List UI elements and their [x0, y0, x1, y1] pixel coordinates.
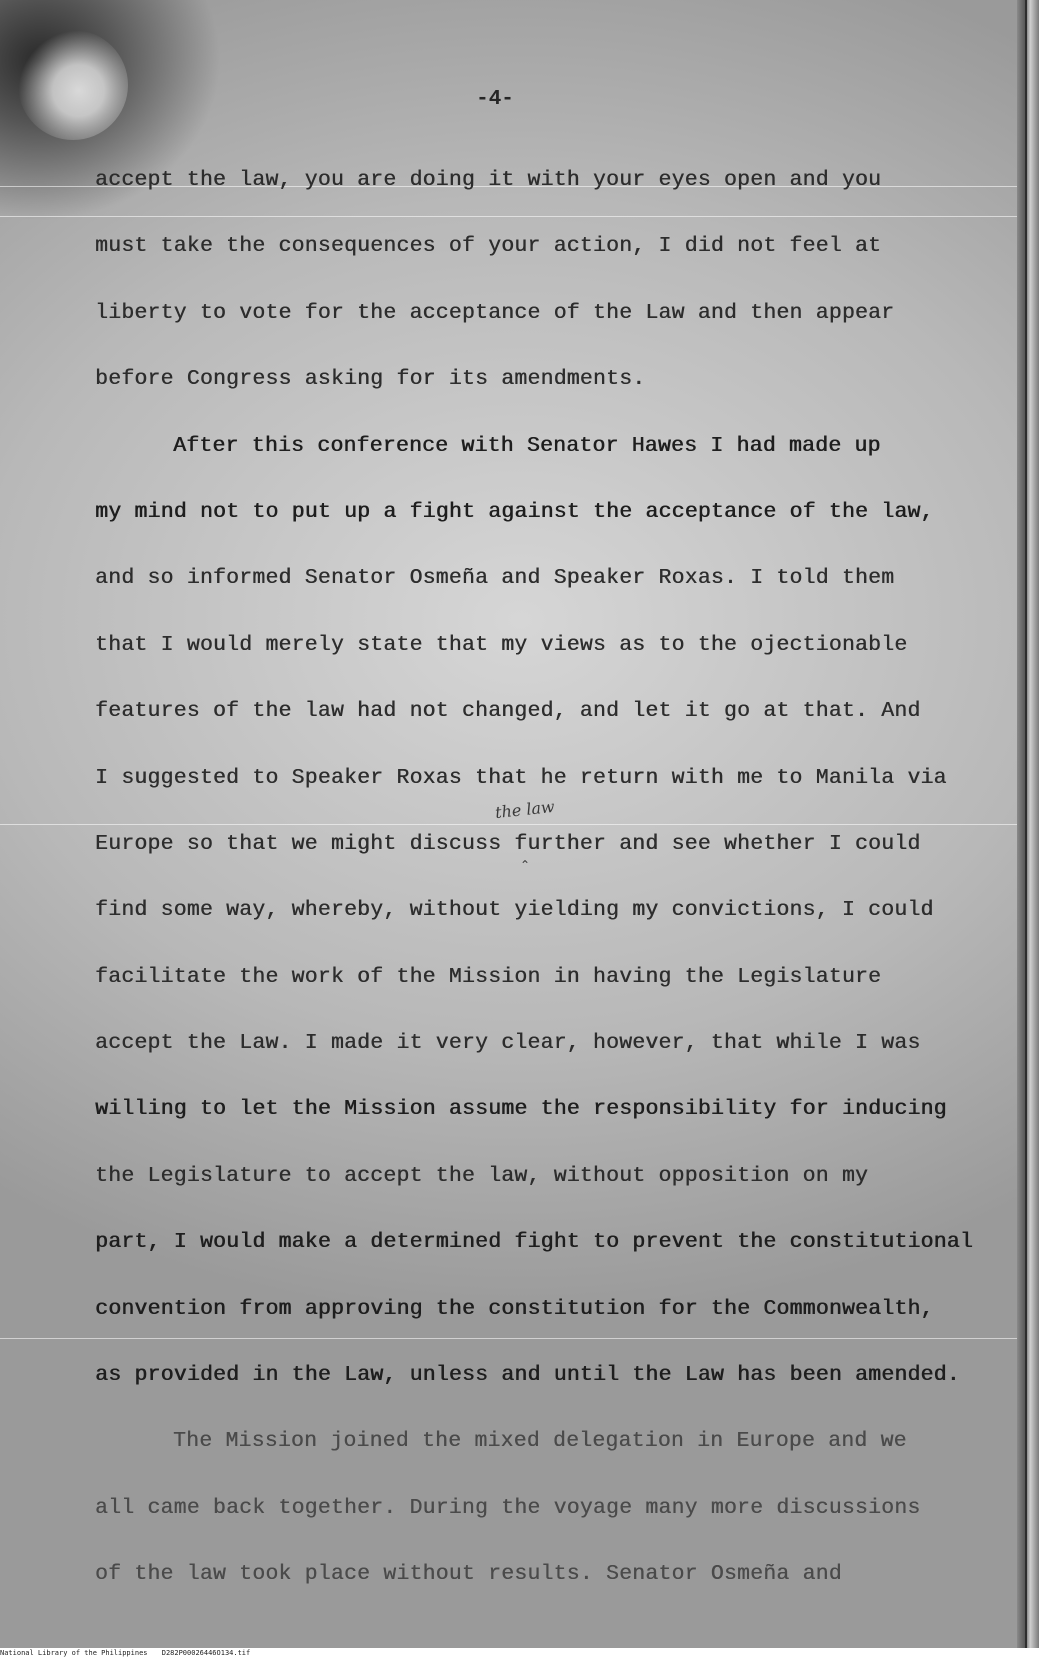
footer-source: National Library of the Philippines	[0, 1649, 148, 1657]
text-line: part, I would make a determined fight to prevent the constitutional	[95, 1230, 973, 1255]
paragraph-start-line: After this conference with Senator Hawes I had made up	[173, 433, 881, 458]
footer-file-id: D282P00026446O134.tif	[161, 1649, 251, 1657]
text-line: accept the law, you are doing it with your eyes open and you	[95, 168, 882, 192]
text-line: I suggested to Speaker Roxas that he return with me to Manila via	[95, 765, 947, 790]
text-line: accept the Law. I made it very clear, however, that while I was	[95, 1031, 921, 1056]
insertion-caret-icon: ⌃	[520, 858, 531, 872]
text-line: that I would merely state that my views as to the ojectionable	[95, 632, 908, 657]
text-line: find some way, whereby, without yielding my convictions, I could	[95, 898, 934, 923]
text-line: all came back together. During the voyage many more discussions	[95, 1495, 921, 1520]
text-line: must take the consequences of your action, I did not feel at	[95, 234, 882, 259]
typed-text-body	[95, 160, 995, 1621]
text-line: my mind not to put up a fight against the acceptance of the law,	[95, 499, 934, 524]
text-line: liberty to vote for the acceptance of the Law and then appear	[95, 300, 895, 325]
handwritten-insertion: the law	[494, 796, 556, 823]
text-line: and so informed Senator Osmeña and Speaker Roxas. I told them	[95, 566, 895, 591]
text-line: facilitate the work of the Mission in having the Legislature	[95, 964, 882, 989]
text-line: as provided in the Law, unless and until the Law has been amended.	[95, 1363, 960, 1388]
text-line: the Legislature to accept the law, without opposition on my	[95, 1163, 869, 1188]
paragraph-start-line: The Mission joined the mixed delegation in Europe and we	[173, 1429, 907, 1454]
archive-footer	[0, 1648, 1039, 1658]
page-edge-shadow	[1017, 0, 1039, 1648]
text-line: features of the law had not changed, and let it go at that. And	[95, 699, 921, 724]
page-number: -4-	[476, 88, 514, 111]
text-line: before Congress asking for its amendments.	[95, 367, 646, 392]
text-line: Europe so that we might discuss further and see whether I could	[95, 831, 921, 856]
water-stain	[18, 30, 128, 140]
text-line: convention from approving the constitution for the Commonwealth,	[95, 1296, 934, 1321]
text-line: of the law took place without results. Senator Osmeña and	[95, 1562, 842, 1587]
text-line: willing to let the Mission assume the responsibility for inducing	[95, 1097, 947, 1122]
